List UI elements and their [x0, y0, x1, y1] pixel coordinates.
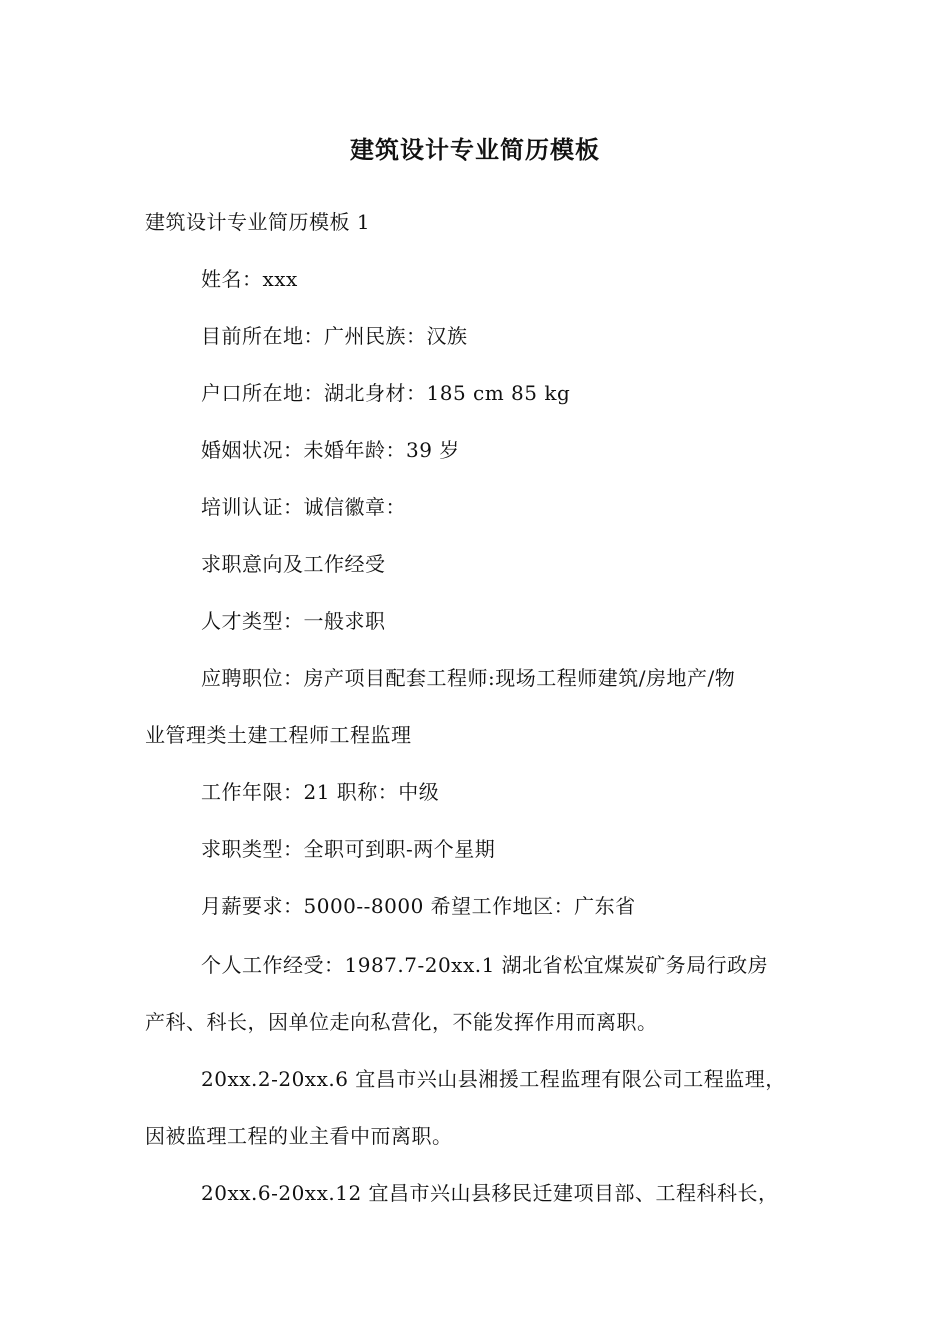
text-line-intent: 求职意向及工作经受 [201, 552, 386, 576]
text-line-location: 目前所在地：广州民族：汉族 [201, 324, 468, 348]
text-line-experience-cont: 产科、科长，因单位走向私营化，不能发挥作用而离职。 [145, 1010, 658, 1034]
text-line-experience: 个人工作经受：1987.7-20xx.1 湖北省松宜煤炭矿务局行政房 [201, 953, 769, 977]
section-heading: 建筑设计专业简历模板 1 [145, 210, 371, 234]
text-line-job-type: 求职类型：全职可到职-两个星期 [201, 837, 496, 861]
text-line-hukou: 户口所在地：湖北身材：185 cm 85 kg [201, 381, 571, 405]
text-line-experience-2: 20xx.2-20xx.6 宜昌市兴山县湘援工程监理有限公司工程监理， [201, 1067, 786, 1091]
text-line-name: 姓名：xxx [201, 267, 298, 291]
text-line-years: 工作年限：21 职称：中级 [201, 780, 440, 804]
text-line-marital: 婚姻状况：未婚年龄：39 岁 [201, 438, 460, 462]
text-line-talent-type: 人才类型：一般求职 [201, 609, 386, 633]
text-line-experience-3: 20xx.6-20xx.12 宜昌市兴山县移民迁建项目部、工程科科长， [201, 1181, 779, 1205]
text-line-position: 应聘职位：房产项目配套工程师:现场工程师建筑/房地产/物 [201, 666, 736, 690]
text-line-experience-2-cont: 因被监理工程的业主看中而离职。 [145, 1124, 453, 1148]
document-title: 建筑设计专业简历模板 [350, 135, 600, 164]
text-line-salary: 月薪要求：5000--8000 希望工作地区：广东省 [201, 894, 636, 918]
text-line-position-cont: 业管理类土建工程师工程监理 [145, 723, 412, 747]
text-line-certification: 培训认证：诚信徽章： [201, 495, 406, 519]
